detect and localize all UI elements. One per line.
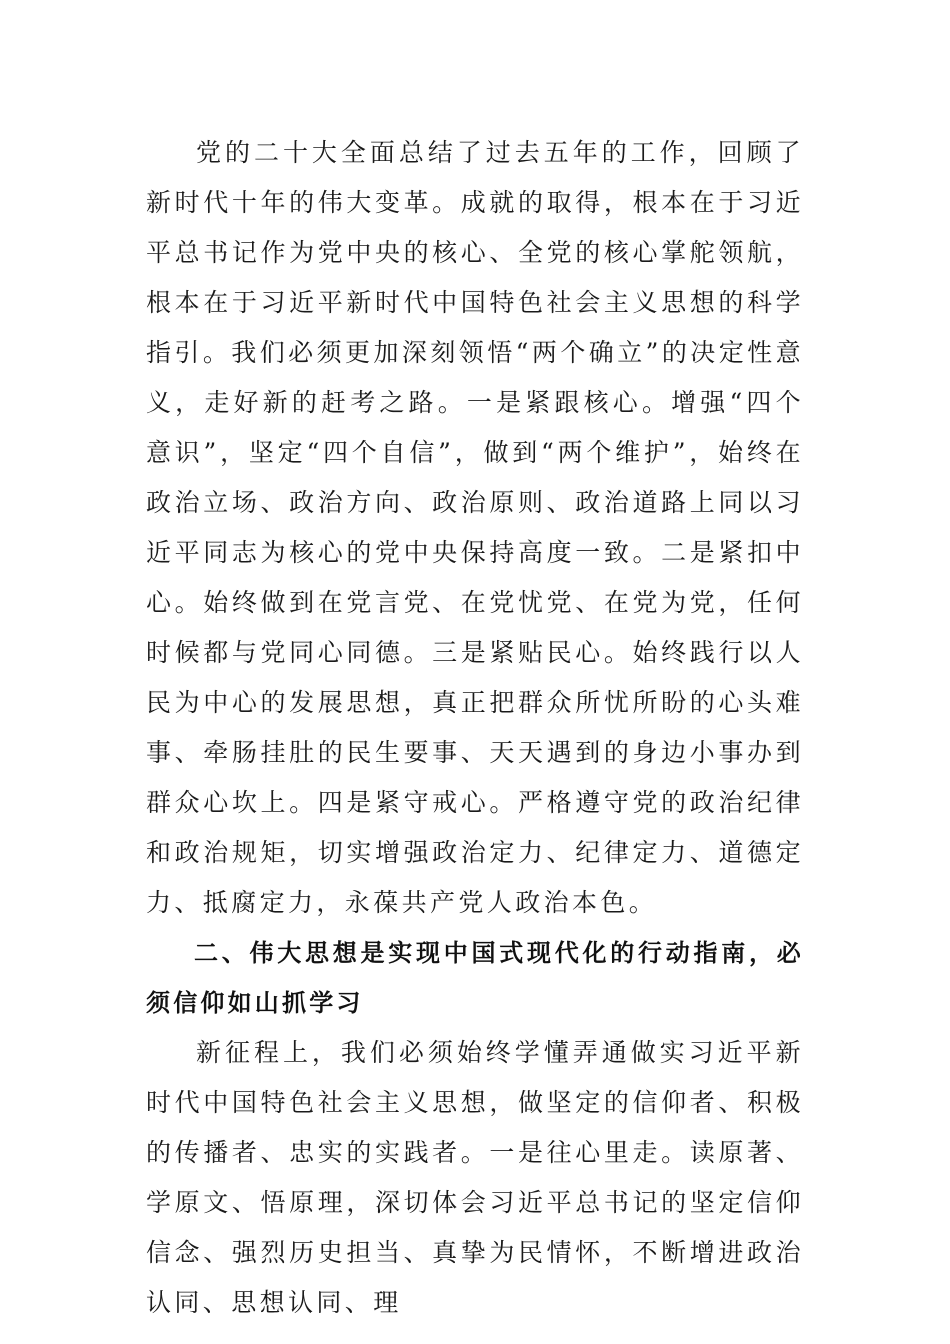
body-paragraph-1: 党的二十大全面总结了过去五年的工作，回顾了新时代十年的伟大变革。成就的取得，根本在于习近平总书记作为党中央的核心、全党的核心掌舵领航，根本在于习近平新时代中国特色社会主义思想的科学指引。我们必须更加深刻领悟“两个确立”的决定性意义，走好新的赶考之路。一是紧跟核心。增强“四个意识”，坚定“四个自信”，做到“两个维护”，始终在政治立场、政治方向、政治原则、政治道路上同以习近平同志为核心的党中央保持高度一致。二是紧扣中心。始终做到在党言党、在党忧党、在党为党，任何时候都与党同心同德。三是紧贴民心。始终践行以人民为中心的发展思想，真正把群众所忧所盼的心头难事、牵肠挂肚的民生要事、天天遇到的身边小事办到群众心坎上。四是紧守戒心。严格遵守党的政治纪律和政治规矩，切实增强政治定力、纪律定力、道德定力、抵腐定力，永葆共产党人政治本色。	[146, 138, 804, 917]
section-heading-2: 二、伟大思想是实现中国式现代化的行动指南，必须信仰如山抓学习	[146, 939, 804, 1017]
body-paragraph-2: 新征程上，我们必须始终学懂弄通做实习近平新时代中国特色社会主义思想，做坚定的信仰者、积极的传播者、忠实的实践者。一是往心里走。读原著、学原文、悟原理，深切体会习近平总书记的坚定信仰信念、强烈历史担当、真挚为民情怀，不断增进政治认同、思想认同、理	[146, 1038, 804, 1317]
document-body	[146, 128, 804, 1328]
